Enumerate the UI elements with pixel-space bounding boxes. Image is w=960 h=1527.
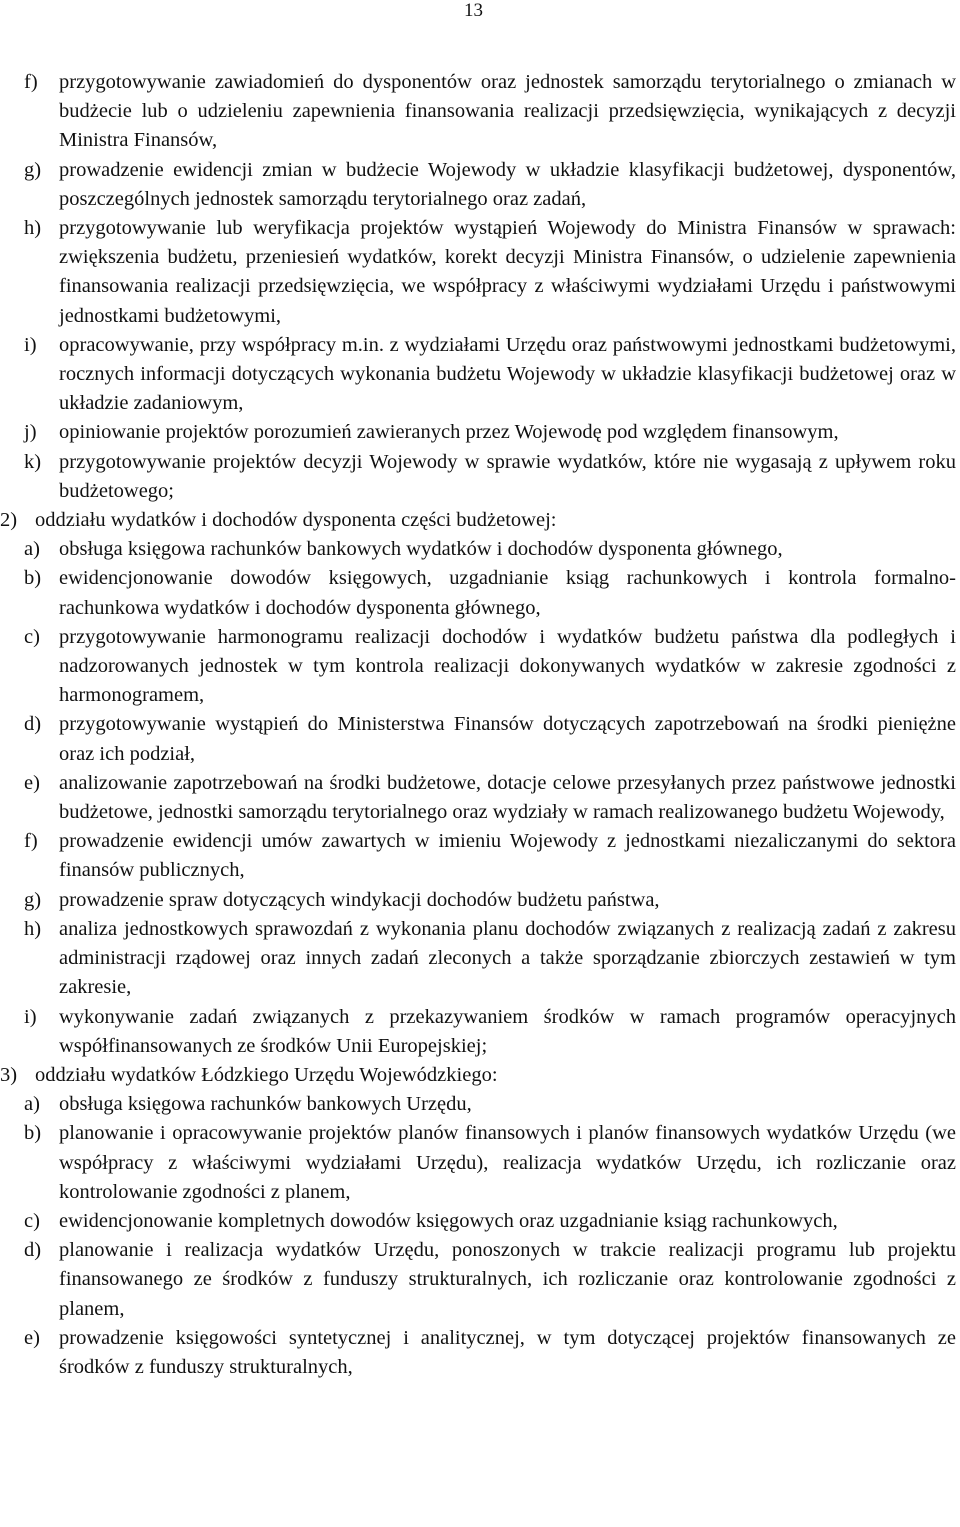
list-item [24, 448, 956, 506]
list-item-text: przygotowywanie harmonogramu realizacji dochodów i wydatków budżetu państwa dla podległych i nadzorowanych jednostek w tym kontrola realizacji dokonywanych wydatków w zakresie zgodności z harmonogramem, [59, 625, 956, 707]
list-item-label: c) [24, 1209, 40, 1232]
list-item-label: j) [24, 421, 37, 444]
list-item-label: d) [24, 713, 42, 736]
list-item-label: f) [24, 830, 38, 853]
list-item [24, 535, 956, 564]
list-item-text: przygotowywanie zawiadomień do dysponentów oraz jednostek samorządu terytorialnego o zmianach w budżecie lub o udzieleniu zapewnienia finansowania realizacji przedsięwzięcia, wynikających z decyzji Ministra Finansów, [59, 71, 956, 152]
list-item-label: k) [24, 450, 42, 473]
list-item-label: g) [24, 888, 42, 911]
list-item [24, 214, 956, 331]
list-item-text: prowadzenie księgowości syntetycznej i analitycznej, w tym dotyczącej projektów finansowanych ze środków z funduszy strukturalnych, [59, 1326, 956, 1378]
section-heading [0, 1061, 956, 1090]
list-item [24, 1236, 956, 1324]
list-item [24, 886, 956, 915]
list-item-label: g) [24, 158, 42, 181]
list-item-text: opracowywanie, przy współpracy m.in. z wydziałami Urzędu oraz państwowymi jednostkami budżetowymi, rocznych informacji dotyczących wykonania budżetu Wojewody w układzie klasyfikacji budżetowej oraz w układzie zadaniowym, [59, 333, 956, 415]
list-item-label: i) [24, 333, 37, 356]
list-item [24, 623, 956, 711]
list-item-text: analiza jednostkowych sprawozdań z wykonania planu dochodów związanych z realizacją zadań z zakresu administracji rządowej oraz innych zadań zleconych a także sporządzanie zbiorczych zestawień w tym zakresie, [59, 917, 956, 999]
list-item-text: obsługa księgowa rachunków bankowych wydatków i dochodów dysponenta głównego, [59, 538, 783, 561]
list-item-label: f) [24, 71, 38, 93]
list-item-text: przygotowywanie lub weryfikacja projektów wystąpień Wojewody do Ministra Finansów w sprawach: zwiększenia budżetu, przeniesień wydatków, korekt decyzji Ministra Finansów, o udzielenie zapewnienia finansowania realizacji przedsięwzięcia, we współpracy z właściwymi wydziałami Urzędu i państwowymi jednostkami budżetowymi, [59, 217, 956, 327]
list-item [24, 331, 956, 419]
document-body [0, 68, 956, 1382]
list-item-label: c) [24, 625, 40, 648]
list-item [24, 769, 956, 827]
list-item [24, 1119, 956, 1207]
list-item-text: opiniowanie projektów porozumień zawieranych przez Wojewodę pod względem finansowym, [59, 421, 839, 444]
list-item [24, 1090, 956, 1119]
list-item-text: ewidencjonowanie dowodów księgowych, uzgadnianie ksiąg rachunkowych i kontrola formalno-rachunkowa wydatków i dochodów dysponenta głównego, [59, 567, 956, 619]
list-item-label: d) [24, 1239, 42, 1262]
list-item-label: h) [24, 917, 42, 940]
list-item-text: obsługa księgowa rachunków bankowych Urzędu, [59, 1093, 472, 1116]
list-item [24, 915, 956, 1003]
list-item-label: h) [24, 217, 42, 240]
page-number: 13 [464, 0, 483, 21]
section-number: 3) [0, 1063, 18, 1086]
section-heading [0, 506, 956, 535]
list-item-text: przygotowywanie wystąpień do Ministerstwa Finansów dotyczących zapotrzebowań na środki pieniężne oraz ich podział, [59, 713, 956, 765]
list-item-text: przygotowywanie projektów decyzji Wojewody w sprawie wydatków, które nie wygasają z upływem roku budżetowego; [59, 450, 956, 502]
list-item [24, 564, 956, 622]
list-item [24, 710, 956, 768]
list-item-label: a) [24, 538, 40, 561]
list-item-label: e) [24, 1326, 40, 1349]
list-item [24, 156, 956, 214]
list-item [24, 418, 956, 447]
list-item-label: e) [24, 771, 40, 794]
list-item-text: prowadzenie ewidencji zmian w budżecie Wojewody w układzie klasyfikacji budżetowej, dysponentów, poszczególnych jednostek samorządu terytorialnego oraz zadań, [59, 158, 956, 210]
list-item-label: a) [24, 1093, 40, 1116]
section-title: oddziału wydatków Łódzkiego Urzędu Wojewódzkiego: [35, 1063, 498, 1086]
list-item-text: planowanie i opracowywanie projektów planów finansowych i planów finansowych wydatków Urzędu (we współpracy z właściwymi wydziałami Urzędu), realizacja wydatków Urzędu, ich rozliczanie oraz kontrolowanie zgodności z planem, [59, 1122, 956, 1203]
list-item-text: prowadzenie spraw dotyczących windykacji dochodów budżetu państwa, [59, 888, 660, 911]
list-item [24, 827, 956, 885]
list-item [24, 68, 956, 156]
list-item-text: planowanie i realizacja wydatków Urzędu, ponoszonych w trakcie realizacji programu lub projektu finansowanego ze środków z funduszy strukturalnych, ich rozliczanie oraz kontrolowanie zgodności z planem, [59, 1239, 956, 1320]
list-item-text: wykonywanie zadań związanych z przekazywaniem środków w ramach programów operacyjnych współfinansowanych ze środków Unii Europejskiej; [59, 1005, 956, 1057]
list-item [24, 1324, 956, 1382]
list-item-label: b) [24, 567, 42, 590]
list-item-label: b) [24, 1122, 42, 1145]
list-item [24, 1003, 956, 1061]
section-number: 2) [0, 509, 18, 532]
section-title: oddziału wydatków i dochodów dysponenta części budżetowej: [35, 509, 557, 532]
list-item-text: prowadzenie ewidencji umów zawartych w imieniu Wojewody z jednostkami niezaliczanymi do sektora finansów publicznych, [59, 830, 956, 882]
list-item-text: analizowanie zapotrzebowań na środki budżetowe, dotacje celowe przesyłanych przez państwowe jednostki budżetowe, jednostki samorządu terytorialnego oraz wydziały w ramach realizowanego budżetu Wojewody, [59, 771, 956, 824]
list-item-label: i) [24, 1005, 37, 1028]
list-item-text: ewidencjonowanie kompletnych dowodów księgowych oraz uzgadnianie ksiąg rachunkowych, [59, 1209, 838, 1232]
list-item [24, 1207, 956, 1236]
